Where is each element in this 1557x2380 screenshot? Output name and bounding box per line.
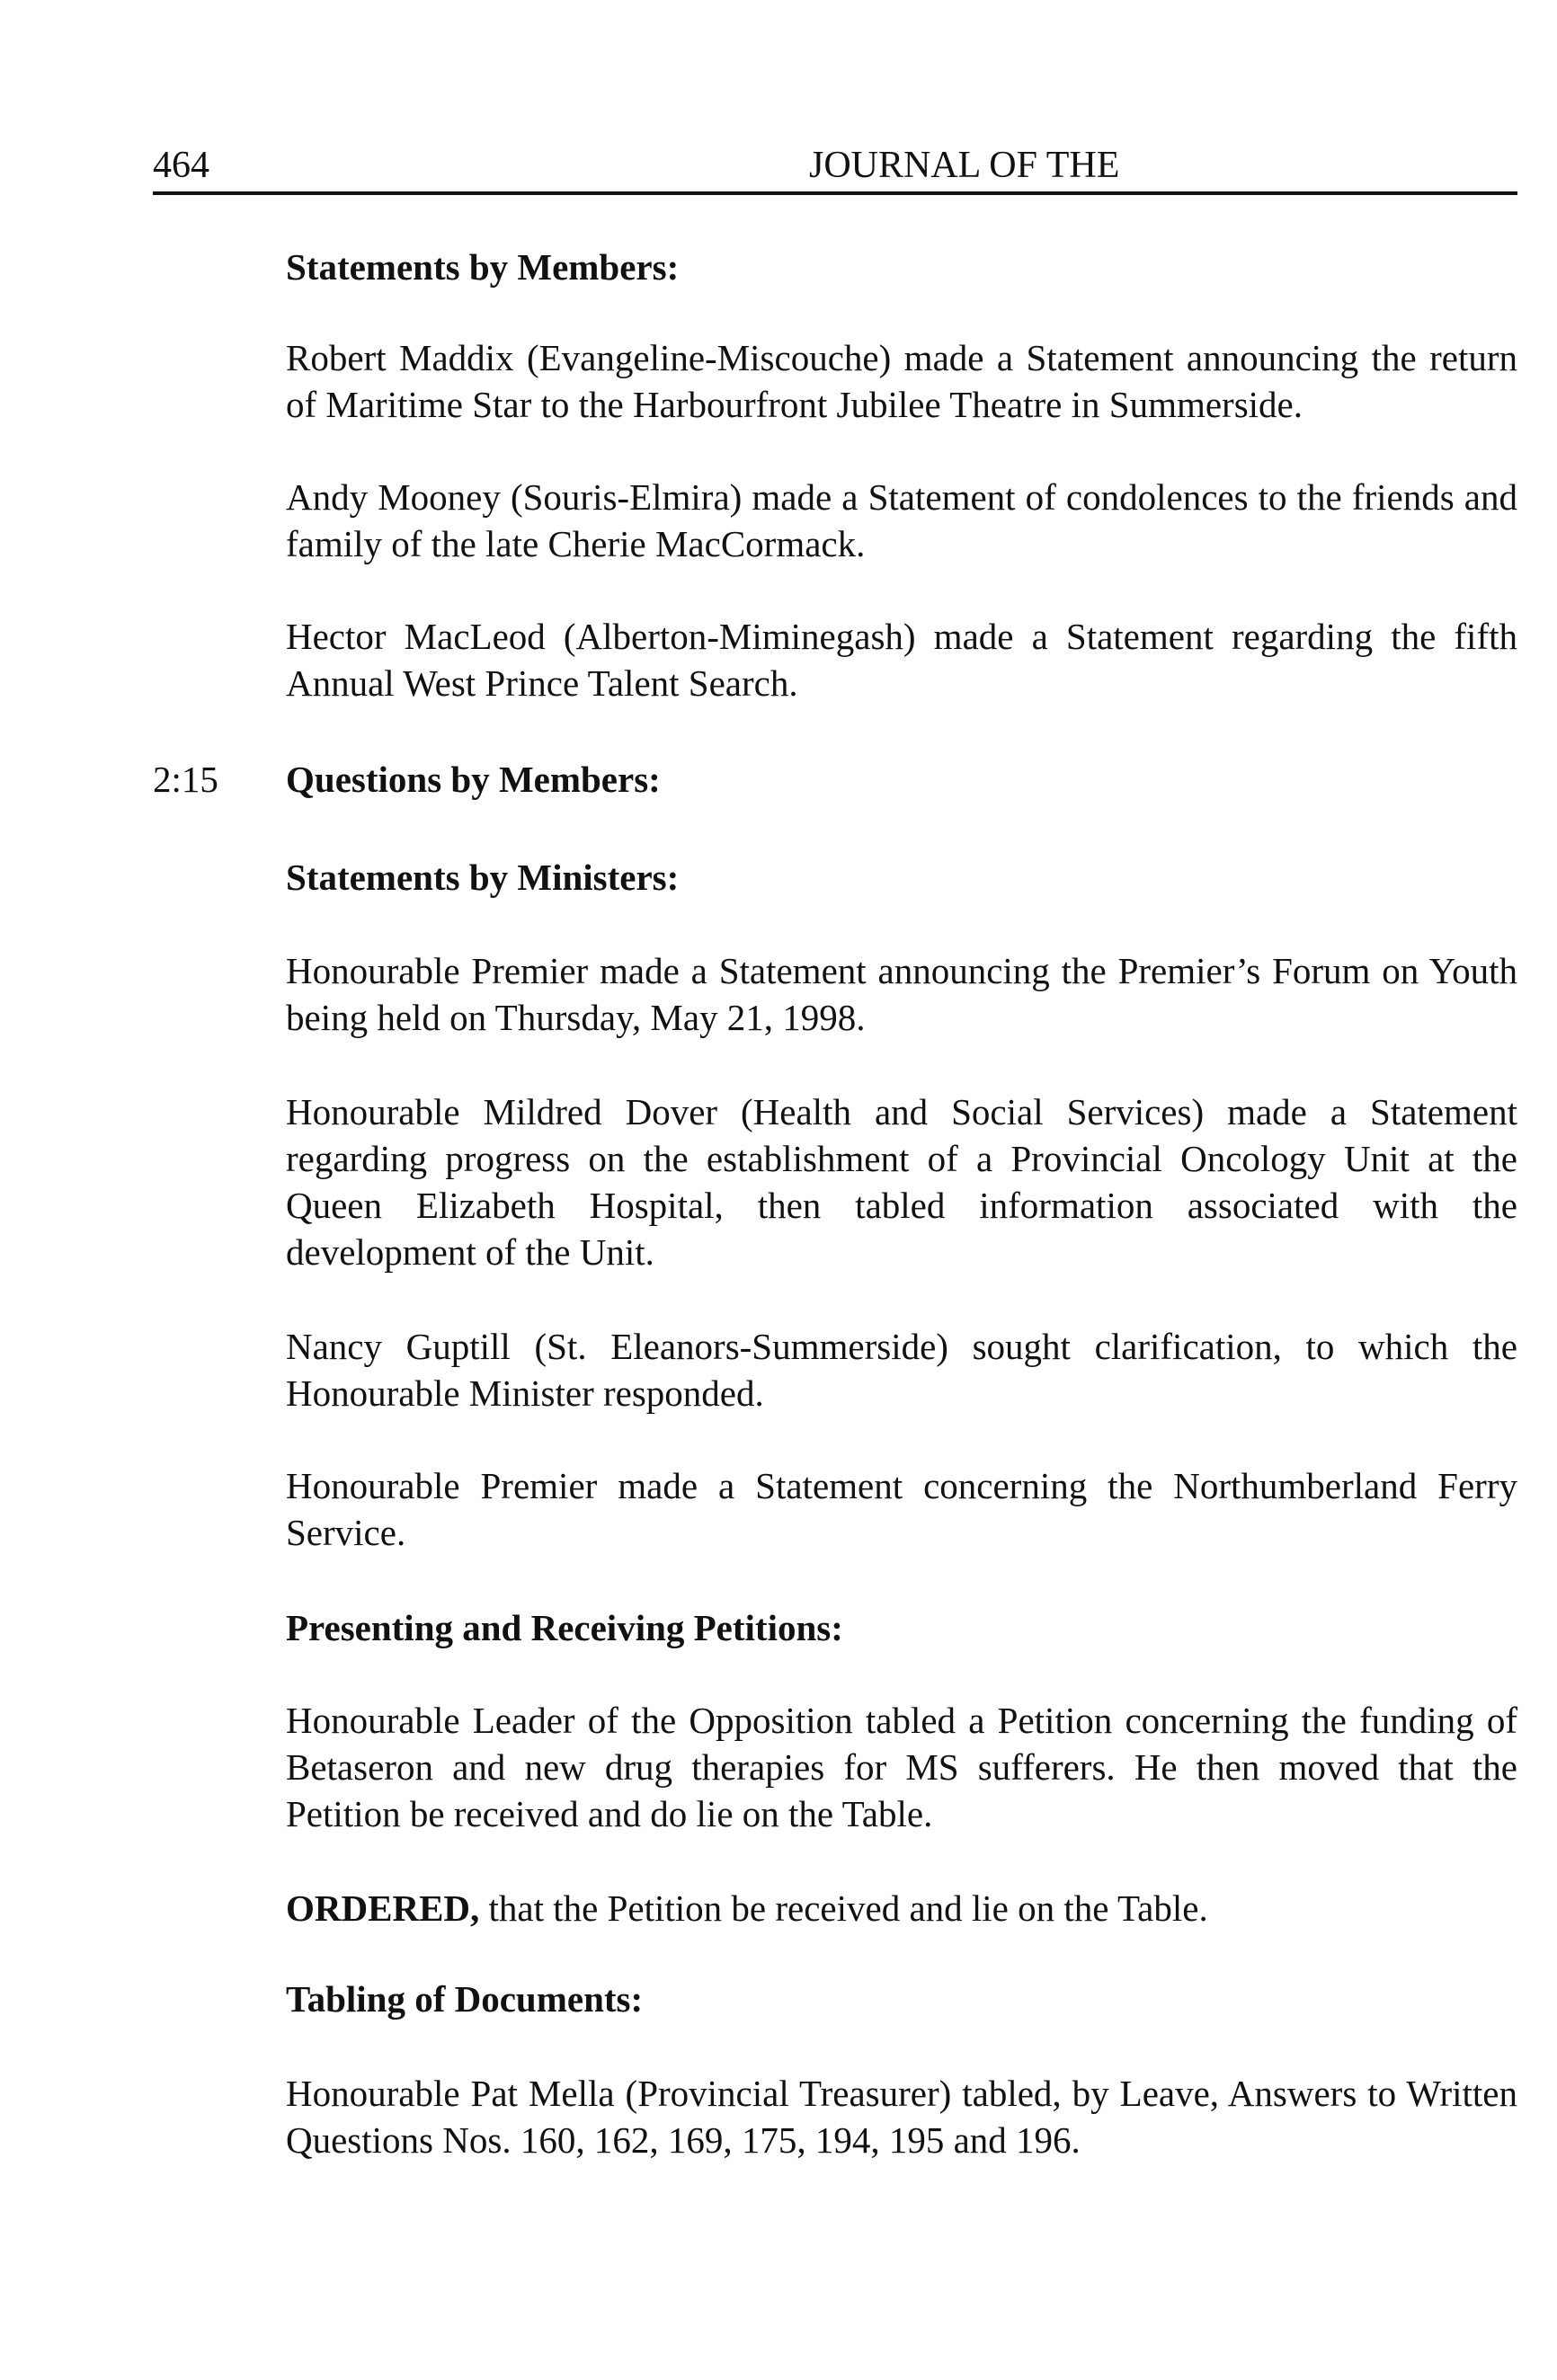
running-title: JOURNAL OF THE: [809, 145, 1120, 186]
heading-statements-by-ministers: Statements by Ministers:: [286, 857, 680, 898]
header-rule: [153, 191, 1517, 195]
ordered-statement: [286, 1885, 1517, 1932]
paragraph-guptill-clarification: Nancy Guptill (St. Eleanors-Summerside) sought clarification, to which the Honourable Minister responded.: [286, 1326, 1517, 1414]
page-header: [153, 139, 1519, 193]
paragraph-maddix-statement: Robert Maddix (Evangeline-Miscouche) made a Statement announcing the return of Maritime Star to the Harbourfront Jubilee Theatre in Summerside.: [286, 337, 1517, 425]
heading-tabling-of-documents: Tabling of Documents:: [286, 1978, 644, 2020]
ordered-label: ORDERED,: [286, 1887, 480, 1929]
ordered-text: that the Petition be received and lie on the Table.: [479, 1887, 1208, 1929]
paragraph-premier-forum: Honourable Premier made a Statement announcing the Premier’s Forum on Youth being held on Thursday, May 21, 1998.: [286, 950, 1517, 1038]
heading-statements-by-members: Statements by Members:: [286, 246, 680, 288]
paragraph-mella-tabling: Honourable Pat Mella (Provincial Treasurer) tabled, by Leave, Answers to Written Questions Nos. 160, 162, 169, 175, 194, 195 and 196.: [286, 2073, 1517, 2161]
paragraph-macleod-statement: Hector MacLeod (Alberton-Miminegash) made a Statement regarding the fifth Annual West Prince Talent Search.: [286, 616, 1517, 704]
page-number: 464: [153, 145, 209, 186]
heading-petitions: Presenting and Receiving Petitions:: [286, 1607, 843, 1648]
paragraph-petition-tabled: Honourable Leader of the Opposition tabled a Petition concerning the funding of Betaseron and new drug therapies for MS sufferers. He then moved that the Petition be received and do lie on the Table.: [286, 1700, 1517, 1834]
paragraph-dover-statement: Honourable Mildred Dover (Health and Social Services) made a Statement regarding progress on the establishment of a Provincial Oncology Unit at the Queen Elizabeth Hospital, then tabled information associated with the development of the Unit.: [286, 1091, 1517, 1273]
time-stamp: 2:15: [153, 759, 218, 800]
paragraph-mooney-statement: Andy Mooney (Souris-Elmira) made a Statement of condolences to the friends and family of the late Cherie MacCormack.: [286, 476, 1517, 564]
paragraph-premier-ferry: Honourable Premier made a Statement concerning the Northumberland Ferry Service.: [286, 1465, 1517, 1553]
heading-questions-by-members: Questions by Members:: [286, 759, 661, 800]
